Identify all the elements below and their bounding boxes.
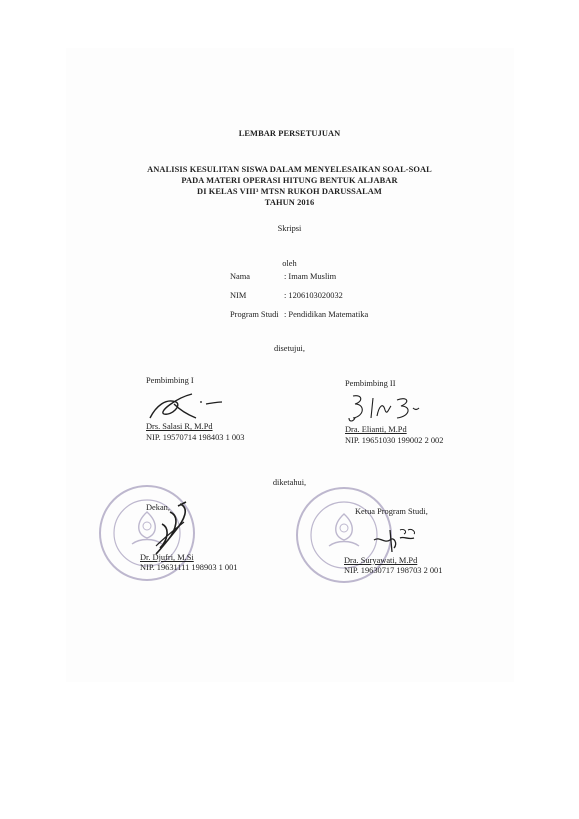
student-program-value: : Pendidikan Matematika [284,310,369,319]
student-name-label: Nama [230,272,250,281]
student-name-value: : Imam Muslim [284,272,337,281]
student-nim-label: NIM [230,291,247,300]
thesis-title-line-3: DI KELAS VIII³ MTSN RUKOH DARUSSALAM [197,187,382,196]
by-label: oleh [282,259,297,268]
head-role: Ketua Program Studi, [355,507,428,516]
dean-signature [150,500,196,558]
doc-type: Skripsi [277,224,302,233]
advisor1-signature [146,388,226,424]
document-page [66,48,514,682]
student-program-label: Program Studi [230,310,279,319]
known-label: diketahui, [272,478,307,487]
thesis-title-line-4: TAHUN 2016 [264,198,315,207]
dean-nip: NIP. 19631111 198903 1 001 [140,563,238,572]
thesis-title-line-1: ANALISIS KESULITAN SISWA DALAM MENYELESAIKAN SOAL-SOAL [147,165,432,174]
advisor2-signature [345,390,425,426]
student-nim-value: : 1206103020032 [284,291,343,300]
advisor1-role: Pembimbing I [146,376,194,385]
advisor1-name: Drs. Salasi R, M.Pd [146,422,213,431]
head-name: Dra. Suryawati, M.Pd [344,556,418,565]
approved-label: disetujui, [274,344,305,353]
head-nip: NIP. 19630717 198703 2 001 [344,566,443,575]
advisor2-role: Pembimbing II [345,379,396,388]
advisor2-nip: NIP. 19651030 199002 2 002 [345,436,444,445]
advisor2-name: Dra. Elianti, M.Pd [345,425,407,434]
page-heading: LEMBAR PERSETUJUAN [238,129,341,138]
thesis-title-line-2: PADA MATERI OPERASI HITUNG BENTUK ALJABAR [181,176,398,185]
dean-name: Dr. Djufri, M.Si [140,553,194,562]
dean-role: Dekan, [146,503,170,512]
advisor1-nip: NIP. 19570714 198403 1 003 [146,433,245,442]
head-signature [370,524,430,554]
